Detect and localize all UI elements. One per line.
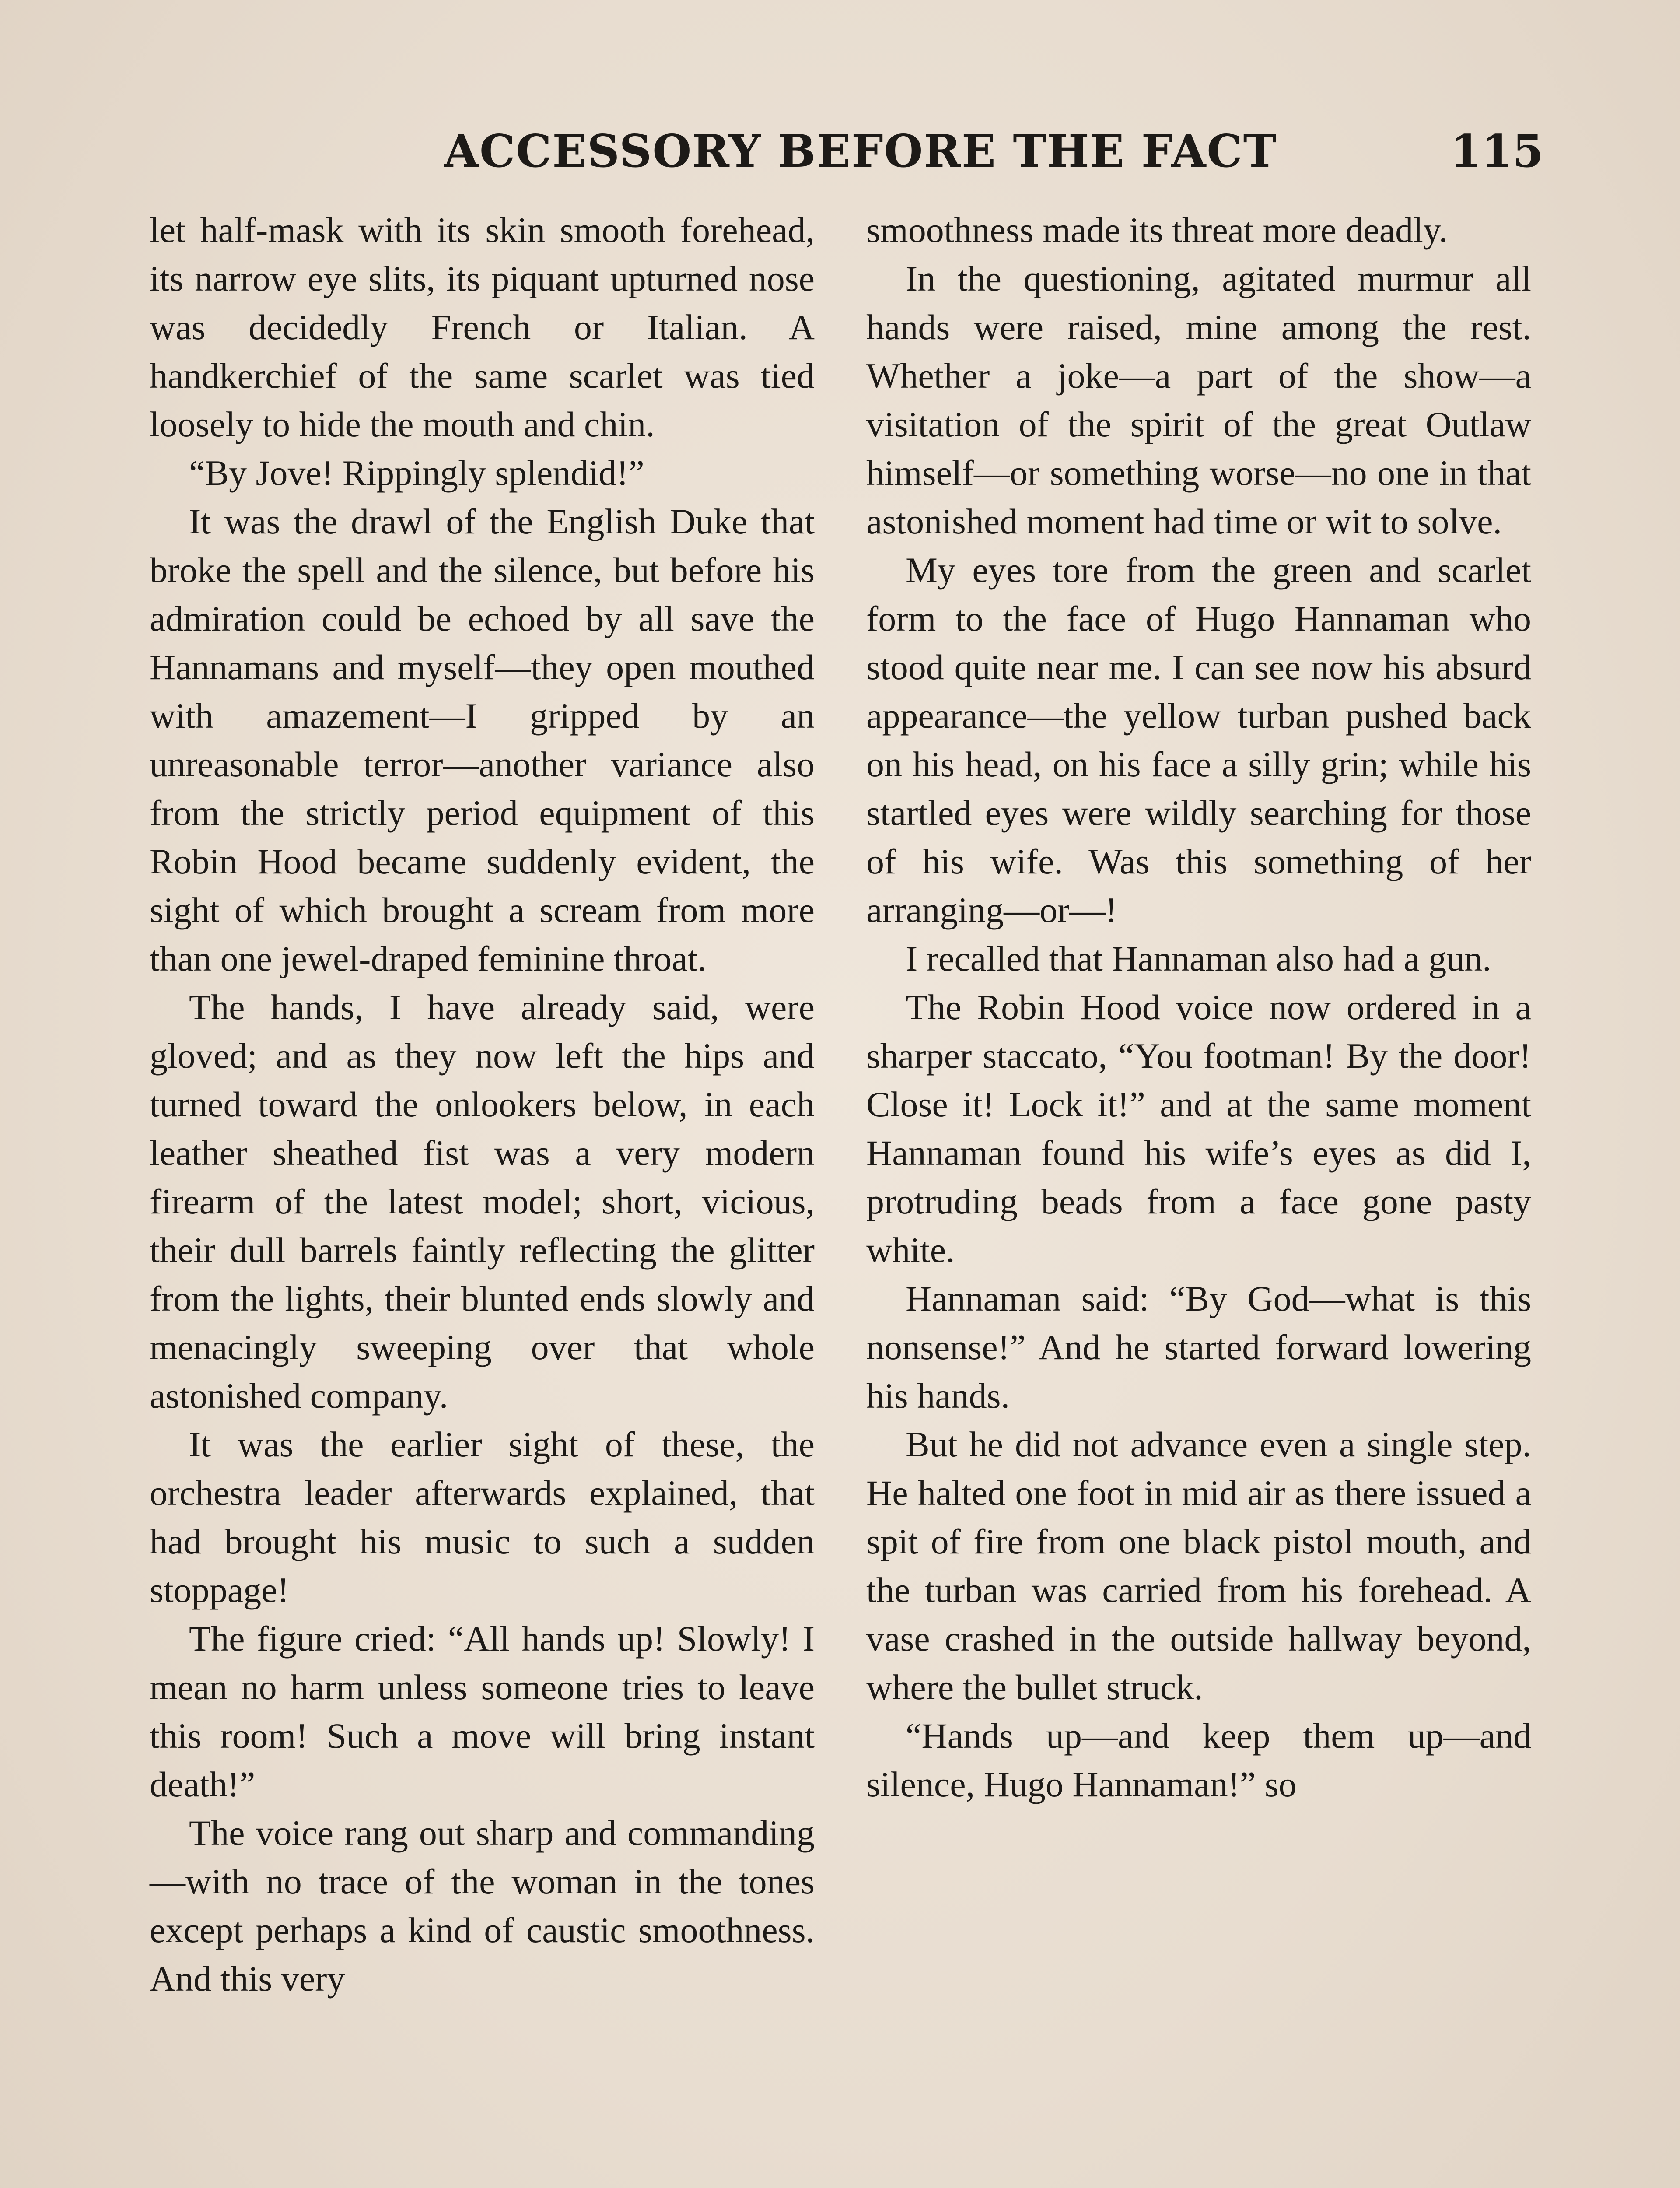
paragraph: Hannaman said: “By God—what is this nonsense!” And he started forward lowering his hands. xyxy=(866,1279,1531,1416)
page-number: 115 xyxy=(1450,125,1544,178)
paragraph: But he did not advance even a single step. He halted one foot in mid air as there issued a spit of fire from one black pistol mouth, and the turban was carried from his forehead. A vase crashed in the outside hallway beyond, where the bullet struck. xyxy=(866,1424,1531,1707)
left-text-column xyxy=(150,206,815,2003)
paragraph: It was the drawl of the English Duke that broke the spell and the silence, but before his admiration could be echoed by all save the Hannamans and myself—they open mouthed with amazement—I gripped by an unreasonable terror—another variance also from the strictly period equipment of this Robin Hood became suddenly evident, the sight of which brought a scream from more than one jewel-draped feminine throat. xyxy=(150,501,815,978)
paragraph: It was the earlier sight of these, the orchestra leader afterwards explained, that had brought his music to such a sudden stoppage! xyxy=(150,1424,815,1610)
right-text-column xyxy=(866,206,1531,1809)
paragraph: In the questioning, agitated murmur all hands were raised, mine among the rest. Whether a joke—a part of the show—a visitation of the spirit of the great Outlaw himself—or something worse—no one in that astonished moment had time or wit to solve. xyxy=(866,259,1531,541)
paragraph: “By Jove! Rippingly splendid!” xyxy=(189,453,644,493)
paragraph: let half-mask with its skin smooth forehead, its narrow eye slits, its piquant upturned nose was decidedly French or Italian. A handkerchief of the same scarlet was tied loosely to hide the mouth and chin. xyxy=(150,210,815,444)
paragraph: My eyes tore from the green and scarlet form to the face of Hugo Hannaman who stood quite near me. I can see now his absurd appearance—the yellow turban pushed back on his head, on his face a silly grin; while his startled eyes were wildly searching for those of his wife. Was this something of her arranging—or—! xyxy=(866,550,1531,930)
paragraph: I recalled that Hannaman also had a gun. xyxy=(906,939,1491,978)
paragraph: The figure cried: “All hands up! Slowly! I mean no harm unless someone tries to leave this room! Such a move will bring instant death!” xyxy=(150,1619,815,1804)
running-head-title: ACCESSORY BEFORE THE FACT xyxy=(444,125,1278,178)
paragraph: The Robin Hood voice now ordered in a sharper staccato, “You footman! By the door! Close it! Lock it!” and at the same moment Hannaman found his wife’s eyes as did I, protruding beads from a face gone pasty white. xyxy=(866,987,1531,1270)
paragraph: “Hands up—and keep them up—and silence, Hugo Hannaman!” so xyxy=(866,1716,1531,1804)
paragraph: smoothness made its threat more deadly. xyxy=(866,210,1448,250)
paragraph: The hands, I have already said, were gloved; and as they now left the hips and turned toward the onlookers below, in each leather sheathed fist was a very modern firearm of the latest model; short, vicious, their dull barrels faintly reflecting the glitter from the lights, their blunted ends slowly and menacingly sweeping over that whole astonished company. xyxy=(150,987,815,1416)
paragraph: The voice rang out sharp and commanding—with no trace of the woman in the tones except perhaps a kind of caustic smoothness. And this very xyxy=(150,1813,815,1999)
